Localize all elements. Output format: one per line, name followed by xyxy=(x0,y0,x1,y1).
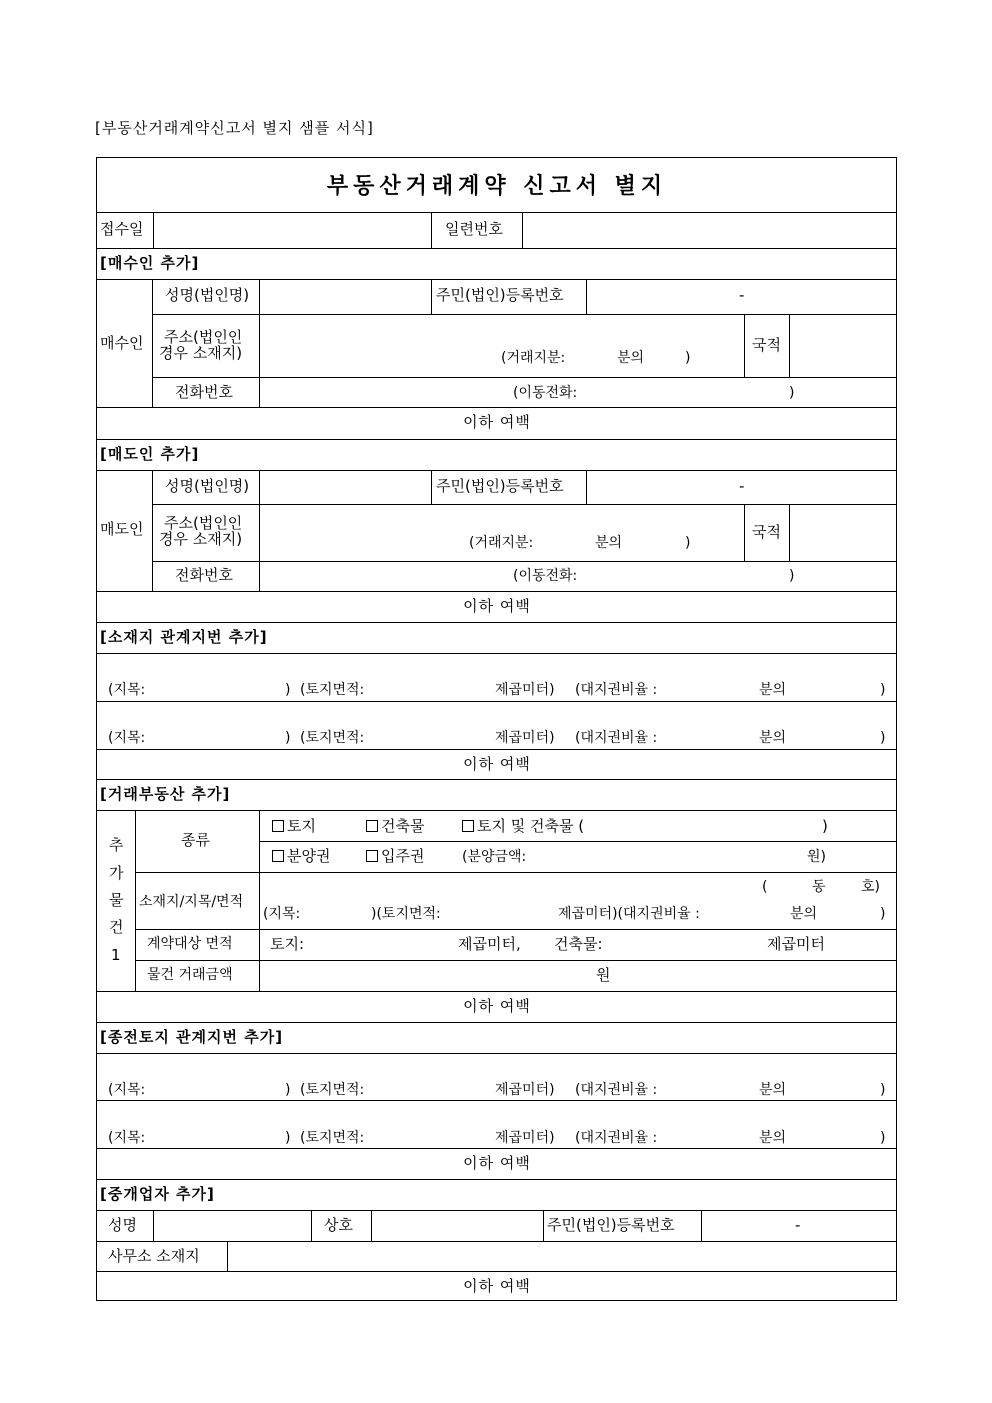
paren-close: ) xyxy=(880,906,886,922)
divider xyxy=(97,1053,897,1054)
divider xyxy=(586,279,587,314)
buyer-phone-label: 전화번호 xyxy=(175,383,233,401)
divider xyxy=(586,470,587,504)
won-unit: 원) xyxy=(807,849,826,865)
property-side-label: 1 xyxy=(111,946,121,964)
land-and-building-option[interactable]: 토지 및 건축물 ( xyxy=(462,819,584,834)
land-area-label: (토지면적: xyxy=(300,730,365,746)
attachment-form xyxy=(96,157,897,1301)
buyer-mobile-close: ) xyxy=(789,385,795,401)
seller-share-label[interactable]: (거래지분: xyxy=(469,535,534,551)
sqm-unit: 제곱미터) xyxy=(495,682,555,698)
blank-notice: 이하 여백 xyxy=(463,1154,531,1172)
divider xyxy=(97,439,897,440)
sqm-ratio-label[interactable]: 제곱미터)(대지권비율 : xyxy=(558,906,700,922)
blank-notice: 이하 여백 xyxy=(463,997,531,1015)
buyer-mobile-label[interactable]: (이동전화: xyxy=(513,385,578,401)
sqm-unit: 제곱미터 xyxy=(767,935,825,953)
seller-share-close: ) xyxy=(685,535,691,551)
broker-section-heading: [중개업자 추가] xyxy=(100,1185,215,1203)
paren-close: ) xyxy=(285,1130,291,1146)
dong-open-paren: ( xyxy=(762,879,768,895)
related-lots-section-heading: [소재지 관계지번 추가] xyxy=(100,628,268,646)
sqm-unit: 제곱미터) xyxy=(495,730,555,746)
buyer-reg-no-dash[interactable]: - xyxy=(739,286,745,304)
seller-address-label: 주소(법인인 xyxy=(164,514,243,532)
divider xyxy=(135,960,897,961)
divider xyxy=(97,248,897,249)
serial-no-label: 일련번호 xyxy=(445,220,503,238)
property-side-label: 추 xyxy=(109,836,124,854)
divider xyxy=(431,470,432,504)
seller-mobile-close: ) xyxy=(789,568,795,584)
seller-section-heading: [매도인 추가] xyxy=(100,445,200,463)
received-date-label: 접수일 xyxy=(100,220,144,238)
paren-close: ) xyxy=(285,1082,291,1098)
broker-office-label: 사무소 소재지 xyxy=(108,1247,200,1265)
seller-reg-no-dash[interactable]: - xyxy=(739,477,745,495)
divider xyxy=(135,810,136,991)
buyer-share-unit: 분의 xyxy=(617,350,645,366)
broker-reg-no-label: 주민(법인)등록번호 xyxy=(547,1216,675,1234)
divider xyxy=(431,279,432,314)
contract-area-label: 계약대상 면적 xyxy=(147,936,233,952)
buyer-nationality-field[interactable] xyxy=(790,315,895,376)
buyer-nationality-label: 국적 xyxy=(752,336,781,354)
divider xyxy=(97,810,897,811)
divider xyxy=(97,1271,897,1272)
kind-label: 종류 xyxy=(181,831,210,849)
checkbox-icon xyxy=(272,850,284,862)
divider xyxy=(97,1148,897,1149)
building-option[interactable]: 건축물 xyxy=(366,819,424,834)
seller-name-field[interactable] xyxy=(260,471,430,503)
divider xyxy=(259,810,260,991)
buyer-share-close: ) xyxy=(685,350,691,366)
ratio-unit: 분의 xyxy=(790,906,818,922)
prior-lots-section-heading: [종전토지 관계지번 추가] xyxy=(100,1028,284,1046)
jimok-label: (지목: xyxy=(108,682,146,698)
price-won-unit[interactable]: 원 xyxy=(596,966,611,984)
presale-right-option[interactable]: 분양권 xyxy=(272,849,330,864)
site-ratio-label: (대지권비율 : xyxy=(575,1082,658,1098)
land-area-label: (토지면적: xyxy=(300,682,365,698)
paren-close: ) xyxy=(285,730,291,746)
divider xyxy=(431,212,432,248)
location-label: 소재지/지목/면적 xyxy=(139,894,244,910)
occupancy-right-option[interactable]: 입주권 xyxy=(366,849,424,864)
land-area-label: (토지면적: xyxy=(300,1082,365,1098)
broker-business-name-field[interactable] xyxy=(372,1211,542,1240)
paren-close: ) xyxy=(880,682,886,698)
divider xyxy=(97,407,897,408)
dong-unit[interactable]: 동 xyxy=(812,879,826,895)
broker-reg-no-dash[interactable]: - xyxy=(795,1216,801,1234)
paren-close: ) xyxy=(822,817,828,835)
broker-business-name-label: 상호 xyxy=(324,1216,353,1234)
serial-no-field[interactable] xyxy=(523,213,895,247)
received-date-field[interactable] xyxy=(154,213,430,247)
divider xyxy=(97,991,897,992)
divider xyxy=(97,279,897,280)
blank-notice: 이하 여백 xyxy=(463,1277,531,1295)
property-side-label: 물 xyxy=(109,891,124,909)
divider xyxy=(97,622,897,623)
divider xyxy=(97,1179,897,1180)
divider xyxy=(701,1210,702,1241)
divider xyxy=(311,1210,312,1241)
broker-name-field[interactable] xyxy=(154,1211,310,1240)
divider xyxy=(135,929,897,930)
divider xyxy=(97,591,897,592)
land-option[interactable]: 토지 xyxy=(272,819,316,834)
divider xyxy=(744,504,745,561)
checkbox-icon xyxy=(272,820,284,832)
land-area-label[interactable]: )(토지면적: xyxy=(371,906,441,922)
seller-nationality-label: 국적 xyxy=(752,523,781,541)
buyer-address-label: 주소(법인인 xyxy=(164,328,243,346)
building-area-field[interactable]: 건축물: xyxy=(554,935,603,953)
seller-phone-label: 전화번호 xyxy=(175,566,233,584)
divider xyxy=(97,1022,897,1023)
buyer-name-field[interactable] xyxy=(260,280,430,313)
property-section-heading: [거래부동산 추가] xyxy=(100,785,231,803)
seller-mobile-label[interactable]: (이동전화: xyxy=(513,568,578,584)
divider xyxy=(152,470,153,591)
checkbox-icon xyxy=(366,820,378,832)
buyer-name-label: 성명(법인명) xyxy=(165,286,250,304)
presale-amount-label[interactable]: (분양금액: xyxy=(462,849,527,865)
buyer-address-label-2: 경우 소재지) xyxy=(159,344,243,362)
buyer-share-label[interactable]: (거래지분: xyxy=(501,350,566,366)
buyer-section-heading: [매수인 추가] xyxy=(100,254,200,272)
seller-reg-no-label: 주민(법인)등록번호 xyxy=(436,477,564,495)
buyer-reg-no-label: 주민(법인)등록번호 xyxy=(436,286,564,304)
divider xyxy=(152,314,897,315)
divider xyxy=(97,1100,897,1101)
jimok-label: (지목: xyxy=(108,730,146,746)
paren-close: ) xyxy=(880,1082,886,1098)
blank-notice: 이하 여백 xyxy=(463,597,531,615)
jimok-label: (지목: xyxy=(108,1130,146,1146)
property-side-label: 건 xyxy=(109,918,124,936)
seller-group-label: 매도인 xyxy=(100,520,144,538)
form-caption: [부동산거래계약신고서 별지 샘플 서식] xyxy=(95,119,374,137)
jimok-label[interactable]: (지목: xyxy=(263,906,301,922)
divider xyxy=(97,470,897,471)
seller-share-unit: 분의 xyxy=(595,535,623,551)
paren-close: ) xyxy=(880,730,886,746)
divider xyxy=(97,701,897,702)
checkbox-icon xyxy=(366,850,378,862)
seller-nationality-field[interactable] xyxy=(790,505,895,560)
site-ratio-label: (대지권비율 : xyxy=(575,1130,658,1146)
ho-unit[interactable]: 호) xyxy=(861,879,880,895)
form-title: 부동산거래계약 신고서 별지 xyxy=(326,173,668,199)
paren-close: ) xyxy=(880,1130,886,1146)
site-ratio-label: (대지권비율 : xyxy=(575,682,658,698)
checkbox-icon xyxy=(462,820,474,832)
sqm-unit: 제곱미터, xyxy=(458,935,521,953)
broker-name-label: 성명 xyxy=(108,1216,137,1234)
divider xyxy=(744,314,745,377)
divider xyxy=(152,561,897,562)
seller-name-label: 성명(법인명) xyxy=(165,477,250,495)
blank-notice: 이하 여백 xyxy=(463,413,531,431)
divider xyxy=(152,279,153,407)
price-label: 물건 거래금액 xyxy=(147,967,233,983)
paren-close: ) xyxy=(285,682,291,698)
divider xyxy=(97,653,897,654)
ratio-unit: 분의 xyxy=(759,1082,787,1098)
land-area-field[interactable]: 토지: xyxy=(270,935,305,953)
buyer-group-label: 매수인 xyxy=(100,334,144,352)
seller-address-label-2: 경우 소재지) xyxy=(159,530,243,548)
broker-office-field[interactable] xyxy=(228,1242,895,1270)
property-side-label: 가 xyxy=(109,864,124,882)
ratio-unit: 분의 xyxy=(759,682,787,698)
sqm-unit: 제곱미터) xyxy=(495,1082,555,1098)
divider xyxy=(135,872,897,873)
ratio-unit: 분의 xyxy=(759,730,787,746)
site-ratio-label: (대지권비율 : xyxy=(575,730,658,746)
divider xyxy=(259,841,897,842)
divider xyxy=(152,504,897,505)
jimok-label: (지목: xyxy=(108,1082,146,1098)
divider xyxy=(543,1210,544,1241)
ratio-unit: 분의 xyxy=(759,1130,787,1146)
divider xyxy=(97,749,897,750)
divider xyxy=(152,377,897,378)
sqm-unit: 제곱미터) xyxy=(495,1130,555,1146)
land-area-label: (토지면적: xyxy=(300,1130,365,1146)
divider xyxy=(97,779,897,780)
blank-notice: 이하 여백 xyxy=(463,755,531,773)
